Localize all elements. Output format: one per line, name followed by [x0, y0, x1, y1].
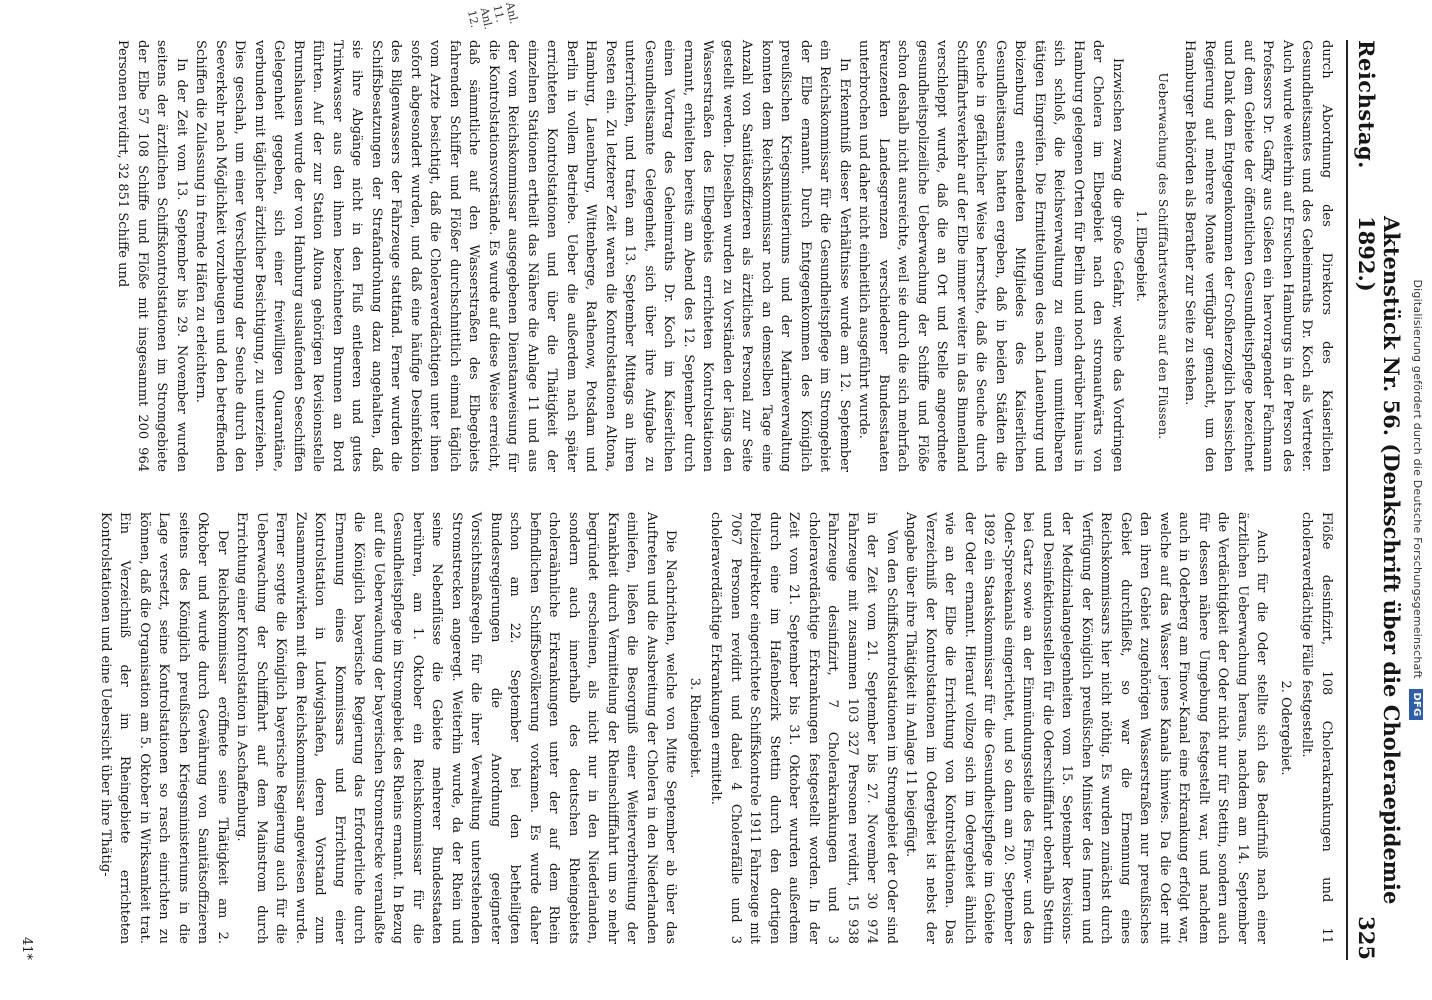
- section-2-title: 2. Odergebiet.: [1278, 680, 1293, 776]
- signature-mark: 41*: [19, 936, 34, 960]
- header-left: Reichstag.: [1354, 40, 1379, 169]
- dfg-logo: DFG: [1409, 689, 1423, 721]
- left-intro-paragraph: durch Abordnung des Direktors des Kaiserlichen Gesundheitsamtes und des Geheimraths Dr. Koch als Vertreter. Auch wurde weiterhin auf Ersuchen Hamburgs in der Person des Professors Dr. Gaffky aus Gießen ein hervorragender Fachmann auf dem Gebiete der öffentlichen Gesundheitspflege bezeichnet und Dank dem Entgegenkommen der Großherzoglich hessischen Regierung auf mehrere Monate verfügbar gemacht, um den Hamburger Behörden als Berather zur Seite zu stehen.: [1182, 40, 1334, 472]
- section-3-title: 3. Rheingebiet.: [687, 677, 702, 779]
- section-heading: Ueberwachung des Schifffahrtsverkehrs auf den Flüssen.: [1156, 72, 1170, 440]
- header-title: [1354, 216, 1404, 960]
- header-document-number: Aktenstück Nr. 56.: [1379, 216, 1404, 437]
- right-intro-paragraph: Flöße desinfizirt, 108 Cholerakrankungen und 11 choleraverdächtige Fälle festgestellt.: [1299, 512, 1334, 944]
- left-column: [113, 40, 1336, 472]
- header-subject: (Denkschrift über die Choleraepidemie 1892.): [1354, 216, 1404, 905]
- right-s2-paragraph-2: Von den Schiffskontrolstationen im Stromgebiet der Oder sind in der Zeit vom 21. September bis 27. November 30 974 Fahrzeuge mit zusammen 103 327 Personen revidirt, 15 938 Fahrzeuge desinfizirt, 7 Cholerakrankungen und 3 choleraverdächtige Erkrankungen festgestellt worden. In der Zeit vom 21. September bis 31. Oktober wurden außerdem durch eine im Hafenbezirk Stettin durch den dortigen Polizeidirektor eingerichtete Schiffskontrole 1911 Fahrzeuge mit 7067 Personen revidirt und dabei 4 Cholerafälle und 3 choleraverdächtige Erkrankungen ermittelt.: [708, 512, 899, 944]
- left-paragraph-3: In der Zeit vom 13. September bis 29. November wurden seitens der ärztlichen Schiffskontrolstationen im Stromgebiete der Elbe 57 108 Schiffe und Flöße mit insgesammt 200 964 Personen revidirt, 32 851 Schiffe und: [115, 40, 189, 472]
- right-s2-paragraph-1: Auch für die Oder stellte sich das Bedürfniß nach einer ärztlichen Ueberwachung heraus, nachdem am 14. September die Verdächtigkeit der Oder nicht nur für Stettin, sondern auch für dessen nähere Umgebung festgestellt war, und nachdem auch in Oderberg am Finow-Kanal eine Erkrankung erfolgt war, welche auf das Wasser jenes Kanals hinwies. Da die Oder mit den ihren Gebiet zugehörigen Wasserstraßen nur preußisches Gebiet durchfließt, so war die Ernennung eines Reichskommissars hier nicht nöthig. Es wurden zunächst durch Verfügung der Königlich preußischen Minister des Innern und der Medizinalangelegenheiten vom 15. September Revisions- und Desinfektionsstellen für die Oderschifffahrt oberhalb Stettin bei Gartz sowie an der Einmündungsstelle des Finow- und des Oder-Spreekanals eingerichtet, und so dann am 20. September 1892 ein Staatskommissar für die Gesundheitspflege im Gebiete der Oder ernannt. Hierauf vollzog sich im Odergebiet ähnlich wie an der Elbe die Errichtung von Kontrolstationen. Das Verzeichniß der Kontrolstationen im Odergebiet ist nebst der Angabe über ihre Thätigkeit in Anlage 11 beigefügt.: [903, 512, 1270, 944]
- digitization-text: Digitalisierung gefördert durch die Deutsche Forschungsgemeinschaft: [1411, 279, 1424, 679]
- right-s3-paragraph-2: Der Reichskommissar eröffnete seine Thätigkeit am 2. Oktober und wurde durch Gewährung von Sanitätsoffizieren seitens des Königlich preußischen Kriegsministeriums in die Lage versetzt, seine Kontrolstationen so rasch einrichten zu können, daß die Organisation am 5. Oktober in Wirksamkeit trat. Ein Verzeichniß der im Rheingebiete errichteten Kontrolstationen und eine Uebersicht über ihre Thätig-: [98, 512, 230, 944]
- page-number: 325: [1354, 916, 1379, 960]
- left-paragraph-1: Inzwischen zwang die große Gefahr, welche das Vordringen der Cholera im Elbegebiet nach den stromaufwärts von Hamburg gelegenen Orten für Berlin und noch darüber hinaus in sich schloß, die Reichsverwaltung zu einem unmittelbaren tätigen Eingreifen. Die Ermittelungen des nach Lauenburg und Boizenburg entsendeten Mitgliedes des Kaiserlichen Gesundheitsamtes hatten ergeben, daß in beiden Städten die Seuche in gefährlicher Weise herrschte, daß die Seuche durch Schifffahrtsverkehr auf der Elbe immer weiter in das Binnenland verschleppt wurde, daß die an Ort und Stelle angeordnete gesundheitspolizeiliche Ueberwachung der Schiffe und Flöße schon deshalb nicht ausreichte, weil sie durch die sich mehrfach kreuzenden Landesgrenzen verschiedener Bundesstaaten unterbrochen und daher nicht einheitlich ausgeführt wurde.: [856, 40, 1125, 472]
- margin-note: Anl. 11. Anl. 12.: [465, 0, 521, 31]
- right-column: [96, 512, 1337, 944]
- section-1-title: 1. Elbegebiet.: [1133, 210, 1149, 302]
- right-s3-paragraph-1: Die Nachrichten, welche von Mitte September ab über das Auftreten und die Ausbreitung der Cholera in den Niederlanden einliefen, ließen die Besorgniß einer Weiterverbreitung der Krankheit durch Vermittelung der Rheinschifffahrt um so mehr begründet erscheinen, als nicht nur in den Niederlanden, sondern auch innerhalb des deutschen Rheingebiets choleraähnliche Erkrankungen unter der auf dem Rhein befindlichen Schiffsbevölkerung vorkamen. Es wurde daher schon am 22. September bei den betheiligten Bundesregierungen die Anordnung geeigneter Vorsichtsmaßregeln für die ihrer Verwaltung unterstehenden Stromstrecken angeregt. Weiterhin wurde, da der Rhein und seine Nebenflüsse die Gebiete mehrerer Bundesstaaten berühren, am 1. Oktober ein Reichskommissar für die Gesundheitspflege im Stromgebiet des Rheins ernannt. In Bezug auf die Ueberwachung der bayerischen Stromstrecke veranlaßte die Königlich bayerische Regierung das Erforderliche durch Ernennung eines Kommissars und Errichtung einer Kontrolstation in Ludwigshafen, deren Vorstand zum Zusammenwirken mit dem Reichskommissar angewiesen wurde. Ferner sorgte die Königlich bayerische Regierung auch für die Ueberwachung der Schifffahrt auf dem Mainstrom durch Errichtung einer Kontrolstation in Aschaffenburg.: [234, 512, 679, 944]
- page-header: [1346, 40, 1404, 960]
- digitization-note: [1406, 0, 1424, 1000]
- left-paragraph-2: In Erkenntniß dieser Verhältnisse wurde am 12. September ein Reichskommissar für die Gesundheitspflege im Stromgebiet der Elbe ernannt. Durch Entgegenkommen des Königlich preußischen Kriegsministeriums und der Marineverwaltung konnten dem Reichskommissar noch an demselben Tage eine Anzahl von Sanitätsoffizieren als ärztliches Personal zur Seite gestellt werden. Dieselben wurden zu Vorständen der längs den Wasserstraßen des Elbegebiets errichteten Kontrolstationen ernannt, erhielten bereits am Abend des 12. September durch einen Vortrag des Geheimraths Dr. Koch im Kaiserlichen Gesundheitsamte Gelegenheit, sich über ihre Aufgabe zu unterrichten, und trafen am 13. September Mittags an ihren Posten ein. Zu letzterer Zeit waren die Kontrolstationen Altona, Hamburg, Lauenburg, Wittenberge, Rathenow, Potsdam und Berlin in vollem Betriebe. Ueber die außerdem nach später errichteten Kontrolstationen und über die Thätigkeit der einzelnen Stationen ertheilt das Nähere die Anlage 11 und aus der vom Reichskommissar ausgegebenen Dienstanweisung für die Kontrolstationsvorstände. Es wurde auf diese Weise erreicht, daß sämmtliche auf den Wasserstraßen des Elbegebiets fahrenden Schiffer und Flößer durchschnittlich einmal täglich vom Arzte besichtigt, daß die Choleraverdächtigen unter ihnen sofort abgesondert wurden, und daß eine häufige Desinfektion des Bilgenwassers der Fahrzeuge stattfand. Ferner wurden die Schiffsbesatzungen der Strafandrohung dazu angehalten, daß sie ihre Abgänge nicht in den Fluß entleeren und gutes Trinkwasser aus den ihnen bezeichneten Brunnen an Bord führten. Auf der zur Station Altona gehörigen Revisionsstelle Brunshausen wurde der von Hamburg auslaufenden Seeschiffen Gelegenheit gegeben, sich einer freiwilligen Quarantäne, verbunden mit täglicher ärztlicher Besichtigung, zu unterziehen. Dies geschah, um einer Verschleppung der Seuche durch den Seeverkehr nach Möglichkeit vorzubeugen und den betreffenden Schiffen die Zulassung in fremde Häfen zu erleichtern.: [193, 40, 852, 472]
